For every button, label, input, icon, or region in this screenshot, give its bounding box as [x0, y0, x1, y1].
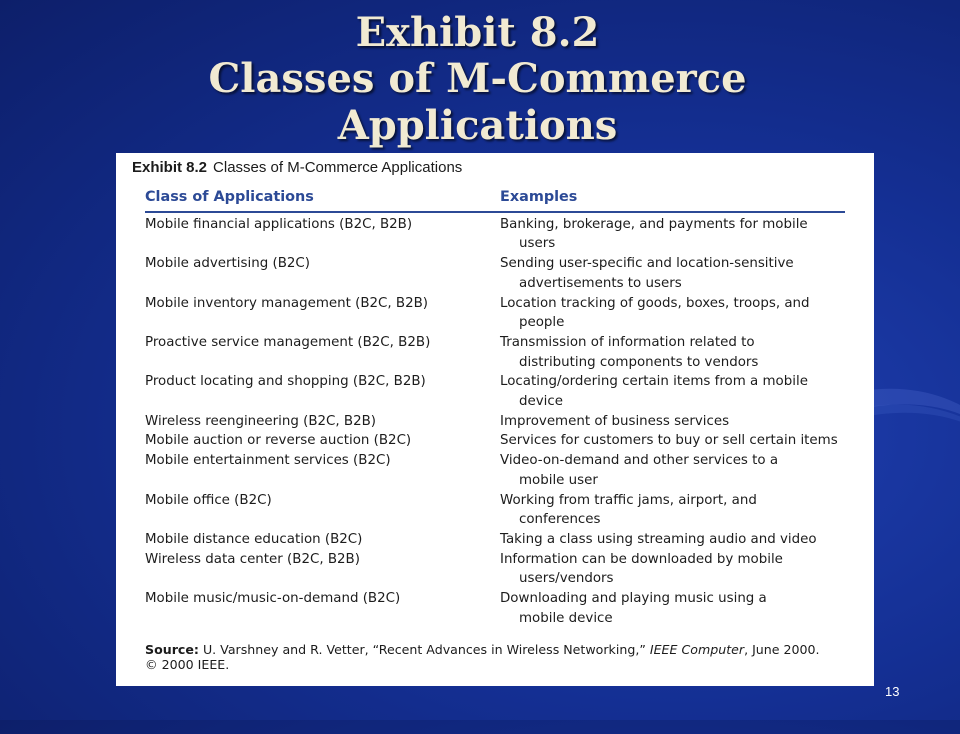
- source-text: U. Varshney and R. Vetter, “Recent Advances in Wireless Networking,”: [198, 642, 650, 658]
- example-line: advertisements to users: [519, 275, 682, 291]
- page-number: 13: [885, 684, 900, 699]
- example-line: Services for customers to buy or sell certain items: [500, 433, 838, 449]
- example-line: users/vendors: [519, 571, 614, 587]
- example-line: Working from traffic jams, airport, and: [500, 492, 757, 508]
- application-example: [500, 589, 845, 628]
- slide-title-line1: Exhibit 8.2: [355, 9, 600, 56]
- example-line: mobile user: [519, 472, 598, 488]
- table-row: [145, 550, 845, 589]
- application-example: [500, 550, 845, 589]
- example-line: Transmission of information related to: [500, 334, 755, 350]
- table-row: [145, 589, 845, 628]
- example-line: people: [519, 315, 565, 331]
- table-row: [145, 254, 845, 293]
- example-line: mobile device: [519, 610, 613, 626]
- application-example: [500, 491, 845, 530]
- application-class: Wireless reengineering (B2C, B2B): [145, 413, 377, 429]
- source-line: [145, 642, 855, 657]
- application-class: Proactive service management (B2C, B2B): [145, 334, 431, 350]
- example-line: Locating/ordering certain items from a mobile: [500, 374, 808, 390]
- example-line: device: [519, 394, 563, 410]
- table-header-row: [145, 186, 845, 212]
- application-class: Mobile auction or reverse auction (B2C): [145, 433, 412, 449]
- table-row: [145, 412, 845, 432]
- example-line: Taking a class using streaming audio and video: [500, 531, 817, 547]
- application-example: [500, 212, 845, 254]
- application-example: [500, 294, 845, 333]
- table-row: [145, 212, 845, 254]
- example-line: Sending user-specific and location-sensitive: [500, 256, 794, 272]
- example-line: Banking, brokerage, and payments for mobile: [500, 216, 808, 232]
- source-copyright: © 2000 IEEE.: [145, 657, 230, 673]
- table-row: [145, 491, 845, 530]
- application-example: [500, 431, 845, 451]
- table-row: [145, 294, 845, 333]
- application-class: Mobile financial applications (B2C, B2B): [145, 216, 413, 232]
- example-line: Location tracking of goods, boxes, troops, and: [500, 295, 810, 311]
- example-line: Information can be downloaded by mobile: [500, 551, 783, 567]
- exhibit-image: [116, 153, 874, 686]
- example-line: distributing components to vendors: [519, 354, 759, 370]
- exhibit-caption: [132, 159, 858, 176]
- table-row: [145, 372, 845, 411]
- application-class: Wireless data center (B2C, B2B): [145, 551, 360, 567]
- example-line: Video-on-demand and other services to a: [500, 453, 779, 469]
- example-line: Improvement of business services: [500, 413, 730, 429]
- application-class: Product locating and shopping (B2C, B2B): [145, 374, 426, 390]
- example-line: conferences: [519, 512, 601, 528]
- application-example: [500, 412, 845, 432]
- exhibit-number: Exhibit 8.2: [132, 159, 208, 176]
- application-class: Mobile advertising (B2C): [145, 256, 310, 272]
- application-example: [500, 451, 845, 490]
- exhibit-source: [145, 642, 855, 672]
- applications-table: [145, 186, 845, 628]
- source-label: Source:: [145, 642, 199, 658]
- application-example: [500, 254, 845, 293]
- application-class: Mobile inventory management (B2C, B2B): [145, 295, 429, 311]
- column-header-class: Class of Applications: [145, 186, 500, 212]
- example-line: Downloading and playing music using a: [500, 591, 767, 607]
- column-header-examples: Examples: [500, 186, 845, 212]
- application-class: Mobile office (B2C): [145, 492, 272, 508]
- exhibit-caption-text: Classes of M-Commerce Applications: [213, 159, 463, 176]
- source-date: , June 2000.: [744, 642, 820, 658]
- application-class: Mobile distance education (B2C): [145, 531, 363, 547]
- table-row: [145, 431, 845, 451]
- slide-title-line2: Classes of M-Commerce: [208, 55, 747, 102]
- application-example: [500, 530, 845, 550]
- application-example: [500, 333, 845, 372]
- table-row: [145, 333, 845, 372]
- slide-title: [0, 0, 955, 149]
- application-example: [500, 372, 845, 411]
- example-line: users: [519, 236, 556, 252]
- table-body: [145, 212, 845, 629]
- application-class: Mobile entertainment services (B2C): [145, 453, 391, 469]
- table-row: [145, 451, 845, 490]
- source-journal: IEEE Computer: [649, 642, 745, 658]
- table-row: [145, 530, 845, 550]
- application-class: Mobile music/music-on-demand (B2C): [145, 591, 401, 607]
- slide-title-line3: Applications: [337, 102, 618, 149]
